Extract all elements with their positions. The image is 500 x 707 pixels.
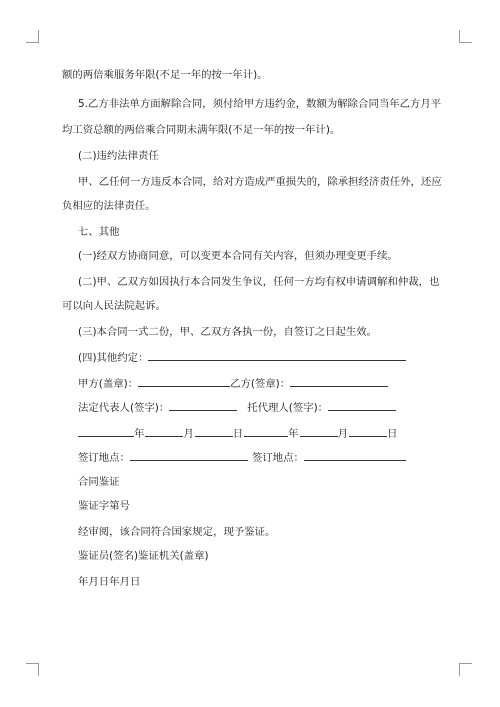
day-blank-1[interactable] [195, 425, 233, 437]
paragraph-line: 负相应的法律责任。 [62, 200, 156, 212]
year-label-1: 年 [134, 428, 145, 440]
date-row [78, 425, 397, 441]
notarization-signatures: 鉴证员(签名)鉴证机关(盖章) [78, 550, 209, 562]
paragraph-line: (二)甲、乙双方如因执行本合同发生争议，任何一方均有权申请调解和仲裁，也 [78, 276, 440, 288]
section-heading: 七、其他 [78, 226, 120, 238]
crop-mark-bottom-left [26, 663, 39, 676]
paragraph-line: 可以向人民法院起诉。 [62, 300, 166, 312]
signing-place-label-1: 签订地点： [78, 452, 130, 464]
crop-mark-top-left [26, 30, 39, 43]
crop-mark-top-right [459, 30, 472, 43]
signing-place-blank-2[interactable] [304, 449, 406, 461]
crop-mark-bottom-right [459, 663, 472, 676]
signing-place-blank-1[interactable] [130, 449, 248, 461]
year-blank-1[interactable] [78, 425, 134, 437]
agent-label: 托代理人(签字)： [247, 402, 329, 414]
paragraph-line: 甲、乙任何一方违反本合同，给对方造成严重损失的，除承担经济责任外，还应 [78, 176, 442, 188]
party-a-blank[interactable] [138, 375, 230, 387]
paragraph-line: 5.乙方非法单方面解除合同，须付给甲方违约金，数额为解除合同当年乙方月平 [78, 98, 442, 110]
paragraph-line: 均工资总额的两倍乘合同期未满年限(不足一年的按一年计)。 [62, 124, 341, 136]
party-a-label: 甲方(盖章)： [78, 378, 139, 390]
year-label-2: 年 [288, 428, 299, 440]
other-agreement-row [78, 349, 406, 365]
paragraph-line: (三)本合同一式二份，甲、乙双方各执一份，自签订之日起生效。 [78, 326, 378, 338]
legal-rep-label: 法定代表人(签字)： [78, 402, 170, 414]
other-agreement-blank[interactable] [148, 349, 406, 361]
notarization-title: 合同鉴证 [78, 476, 120, 488]
paragraph-line: (一)经双方协商同意，可以变更本合同有关内容，但须办理变更手续。 [78, 250, 398, 262]
section-heading: (二)违约法律责任 [78, 150, 159, 162]
notarization-dates: 年月日年月日 [78, 576, 141, 588]
representative-row [78, 399, 396, 415]
day-blank-2[interactable] [349, 425, 387, 437]
year-blank-2[interactable] [244, 425, 288, 437]
party-b-label: 乙方(签章)： [230, 378, 291, 390]
month-blank-2[interactable] [300, 425, 338, 437]
signing-place-label-2: 签订地点： [251, 452, 304, 464]
other-agreement-label: (四)其他约定： [78, 352, 149, 364]
month-label-1: 月 [183, 428, 194, 440]
party-signature-row [78, 375, 388, 391]
notarization-number: 鉴证字第号 [78, 500, 130, 512]
month-label-2: 月 [337, 428, 348, 440]
party-b-blank[interactable] [290, 375, 388, 387]
day-label-2: 日 [386, 428, 398, 440]
signing-place-row [78, 449, 406, 465]
agent-blank[interactable] [328, 399, 396, 411]
notarization-statement: 经审阅，该合同符合国家规定，现予鉴证。 [78, 526, 276, 538]
legal-rep-blank[interactable] [169, 399, 237, 411]
day-label-1: 日 [232, 428, 244, 440]
paragraph-line: 额的两倍乘服务年限(不足一年的按一年计)。 [62, 69, 268, 81]
month-blank-1[interactable] [145, 425, 183, 437]
